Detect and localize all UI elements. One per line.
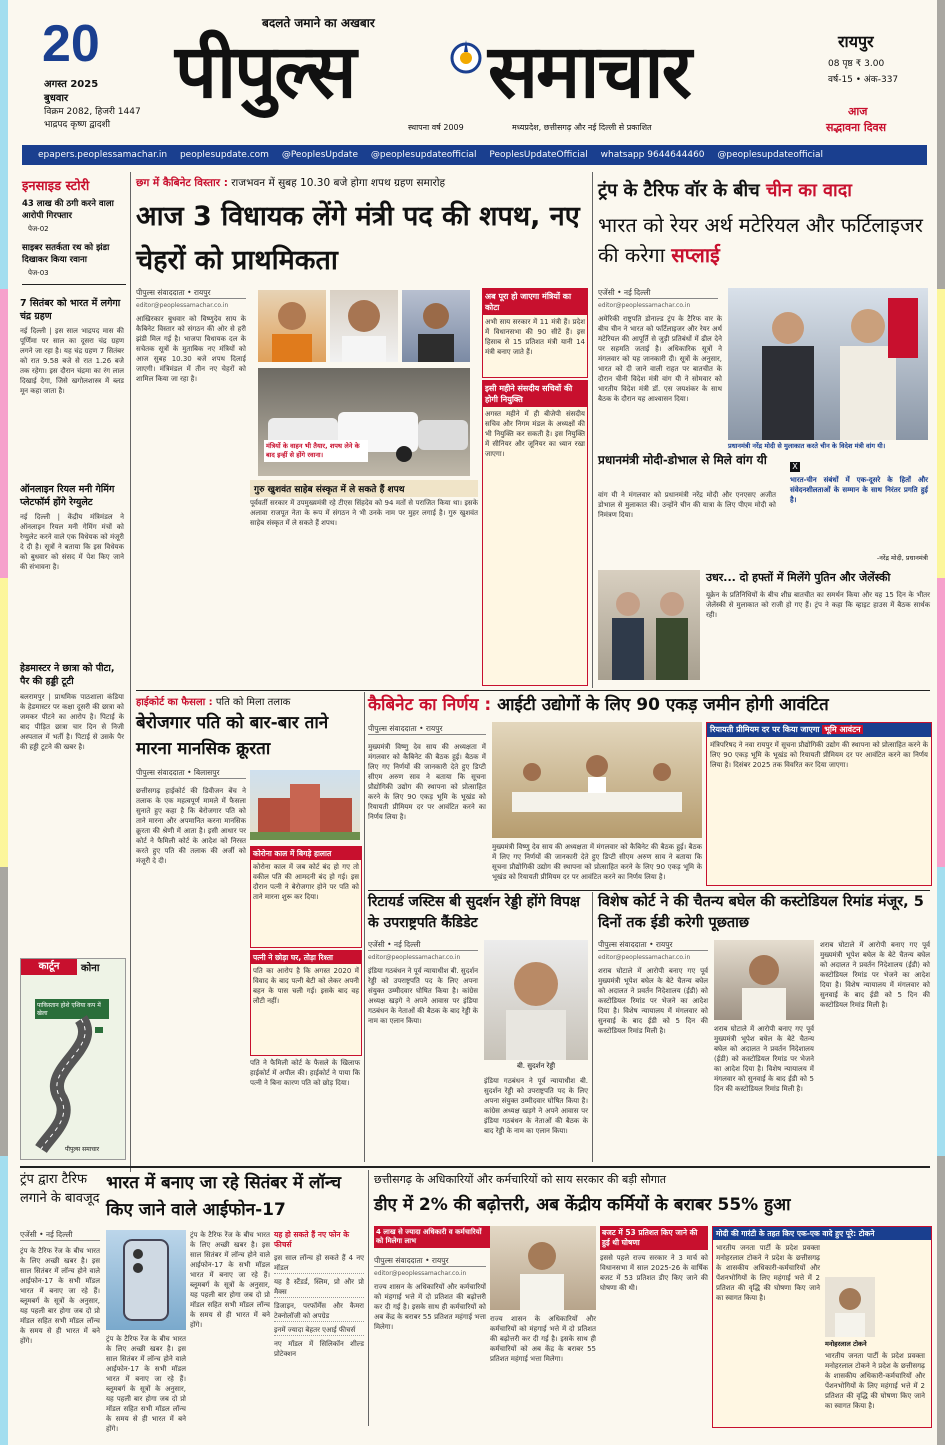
inside-page-2: पेज-03: [28, 269, 49, 277]
tokne-body: भारतीय जनता पार्टी के प्रदेश प्रवक्ता मनोहरलाल टोकने ने प्रदेश के छत्तीसगढ़ के शासकीय अधिकारी-कर्मचारियों और पेंशनभोगियों के लिए महंगाई भत्ते में 2 प्रतिशत की वृद्धि की घोषणा किए जाने का स्वागत किया है।: [716, 1244, 820, 1302]
inside-item-1: 43 लाख की ठगी करने वाला आरोपी गिरफ्तार: [22, 199, 114, 221]
tokne-box: [712, 1226, 932, 1428]
cartoon-subtitle: कोना: [81, 963, 100, 974]
cartoon-box: [20, 958, 126, 1160]
wife-body: पति का आरोप है कि अगस्त 2020 में विवाद के बाद पत्नी बेटी को लेकर अपनी बहन के पास चली गई। इसके बाद वह लौटी नहीं।: [253, 967, 359, 1005]
cartoon-road-icon: [21, 1019, 125, 1149]
iphone-features-title: यह हो सकते हैं नए फोन के फीचर्स: [274, 1230, 349, 1249]
judge-body-2: इंडिया गठबंधन ने पूर्व न्यायाधीश बी. सुदर्शन रेड्डी को उपराष्ट्रपति पद के लिए अपना संयुक्त उम्मीदवार घोषित किया है। कांग्रेस अध्यक्ष खड़गे ने अपने आवास पर इंडिया गठबंधन के नेताओं की बैठक के बाद रेड्डी के नाम का एलान किया।: [484, 1077, 588, 1135]
iphone-byline: एजेंसी • नई दिल्ली: [20, 1230, 100, 1241]
putin-headline: उधर... दो हफ्तों में मिलेंगे पुतिन और जेलेंस्की: [706, 571, 891, 584]
date-month: अगस्त 2025: [44, 79, 99, 90]
budget-title: बजट में 53 प्रतिशत किए जाने की हुई थी घोषणा: [600, 1226, 708, 1250]
judge-byline: एजेंसी • नई दिल्ली: [368, 940, 478, 951]
iphone-photo: [106, 1230, 186, 1330]
trump-headline: [598, 178, 928, 204]
land-byline: पीपुल्स संवाददाता • रायपुर: [368, 724, 486, 735]
calendar-info: विक्रम 2082, हिजरी 1447: [44, 107, 141, 117]
land-box: [706, 722, 932, 886]
cabinet-strip: गुरु खुशवंत साहेब संस्कृत में ले सकते हैं शपथ: [250, 480, 478, 497]
tokne-photo: [825, 1277, 875, 1337]
da-email: editor@peoplessamachar.co.in: [374, 1270, 467, 1277]
inside-page-1: पेज-02: [28, 225, 49, 233]
modi-headline: प्रधानमंत्री मोदी-डोभाल से मिले वांग यी: [598, 453, 767, 467]
masthead: [0, 0, 945, 142]
city: रायपुर: [838, 32, 874, 51]
hc-body: छत्तीसगढ़ हाईकोर्ट की डिवीजन बेंच ने तलाक के एक महत्वपूर्ण मामले में फैसला सुनाते हुए कहा है कि बेरोजगार पति को ताने मारना और अपमानित करना मानसिक क्रूरता की श्रेणी में आता है। इसी आधार पर कोर्ट ने फैमिली कोर्ट के आदेश को निरस्त करते हुए पति की तलाक की अर्जी को मंजूरी दे दी।: [136, 787, 246, 865]
iphone-features: [274, 1230, 364, 1426]
ed-headline: विशेष कोर्ट ने की चैतन्य बघेल की कस्टोडियल रिमांड मंजूर, 5 दिनों तक ईडी करेगी पूछताछ: [598, 894, 924, 931]
da-red-tag: 4 लाख से ज्यादा अधिकारी व कर्मचारियों को मिलेगा लाभ: [374, 1226, 490, 1248]
feature-item: इस साल लॉन्च हो सकते हैं 4 नए मॉडल: [274, 1254, 364, 1272]
cartoon-caption: पीपुल्स समाचार: [65, 1146, 100, 1153]
trump-headline-a: ट्रंप के टैरिफ वॉर के बीच: [598, 180, 760, 201]
cartoon-title: कार्टून: [21, 959, 77, 975]
social-x[interactable]: @PeoplesUpdate: [281, 150, 358, 160]
newspaper-title-right: समाचार: [488, 29, 690, 115]
cm-photo: [490, 1226, 596, 1310]
covid-body: कोरोना काल में जब कोर्ट बंद हो गए तो वकील पति की आमदनी बंद हो गई। इस दौरान पत्नी ने बेरोजगार होने पर पति को ताने मारना शुरू कर दिया।: [253, 863, 359, 901]
cabinet-email: editor@peoplessamachar.co.in: [136, 302, 229, 309]
hc-court-photo: [250, 770, 360, 840]
cabinet-meeting-photo: [492, 722, 702, 838]
covid-box: [250, 846, 362, 948]
cars-caption: मंत्रियों के वाहन भी तैयार, शपथ लेने के बाद इन्हीं से होंगे रवाना।: [264, 440, 368, 462]
judge-headline: रिटायर्ड जस्टिस बी सुदर्शन रेड्डी होंगे विपक्ष के उपराष्ट्रपति कैंडिडेट: [368, 894, 580, 931]
land-kicker: कैबिनेट का निर्णय :: [368, 695, 492, 715]
putin-image: [598, 570, 700, 680]
minister-photo-2: [330, 290, 398, 362]
cartoon-sign: पाकिस्तान होशे एशिया कप में खेला: [35, 999, 109, 1019]
da-body: राज्य शासन के अधिकारियों और कर्मचारियों को मंहगाई भत्ते में दो प्रतिशत की बढ़ोत्तरी कर दी गई है। इसके साथ ही कर्मचारियों को अब केंद्र के बराबर 55 प्रतिशत महंगाई भत्ता मिलेगा।: [374, 1283, 486, 1331]
tithi: भाद्रपद कृष्ण द्वादशी: [44, 120, 111, 130]
trump-email: editor@peoplessamachar.co.in: [598, 302, 691, 309]
ed-email: editor@peoplessamachar.co.in: [598, 954, 691, 961]
feature-item: डिजाइन, परफॉर्मेंस और कैमरा टेक्नोलॉजी को अपग्रेड: [274, 1302, 364, 1320]
quota-body: अभी साय सरकार में 11 मंत्री हैं। प्रदेश में विधानसभा की 90 सीटें हैं। इस हिसाब से 15 प्रतिशत मंत्री यानी 14 मंत्री बनाए जाते हैं।: [485, 318, 585, 356]
hc-kicker-red: हाईकोर्ट का फैसला :: [136, 697, 213, 708]
secretary-title: इसी महीने संसदीय सचिवों की होगी नियुक्ति: [483, 381, 587, 407]
ed-body: शराब घोटाले में आरोपी बनाए गए पूर्व मुख्यमंत्री भूपेश बघेल के बेटे चैतन्य बघेल को अदालत ने प्रवर्तन निदेशालय (ईडी) को कस्टोडियल रिमांड पर भेजने का आदेश दिया है। विशेष न्यायालय में मंगलवार को सुनवाई के बाद ईडी को 5 दिन की कस्टोडियल रिमांड मिली है।: [598, 967, 708, 1035]
cars-photo: [258, 368, 470, 476]
iphone-body-3: ट्रंप के टैरिफ रेंज के बीच भारत के लिए अच्छी खबर है। इस साल सितंबर में लॉन्च होने वाले आईफोन-17 के सभी मॉडल भारत में बनाए जा रहे हैं। ब्लूमबर्ग के सूत्रों के अनुसार, यह पहली बार होगा जब दो प्रो मॉडल सहित सभी मॉडल लॉन्च के समय से ही भारत में बने होंगे।: [190, 1231, 270, 1329]
social-youtube[interactable]: @peoplesupdateofficial: [717, 150, 823, 160]
modi-wangyi-photo: [728, 288, 928, 440]
hc-kicker-rest: पति को मिला तलाक: [215, 697, 291, 708]
founded: स्थापना वर्ष 2009: [408, 123, 464, 132]
hc-byline: पीपुल्स संवाददाता • बिलासपुर: [136, 768, 246, 779]
ed-body-2: शराब घोटाले में आरोपी बनाए गए पूर्व मुख्यमंत्री भूपेश बघेल के बेटे चैतन्य बघेल को अदालत ने प्रवर्तन निदेशालय (ईडी) को कस्टोडियल रिमांड पर भेजने का आदेश दिया है। विशेष न्यायालय में मंगलवार को सुनवाई के बाद ईडी को 5 दिन की कस्टोडियल रिमांड मिली है।: [714, 1025, 814, 1093]
pages-price: 08 पृष्ठ ₹ 3.00: [828, 59, 885, 69]
eclipse-body: नई दिल्ली | इस साल भाद्रपद मास की पूर्णिमा पर साल का दूसरा चंद्र ग्रहण लगने जा रहा है। यह चंद्र ग्रहण 7 सितंबर को रात 9.58 बजे से रात 1.26 बजे तक रहेगा। इस दौरान चंद्रमा का रंग लाल दिखाई देगा, जिसे खगोलशास्त्र में ब्लड मून कहा जाता है।: [20, 327, 124, 395]
wife-box: [250, 950, 362, 1056]
published: मध्यप्रदेश, छत्तीसगढ़ और नई दिल्ली से प्रकाशित: [512, 123, 652, 132]
social-epaper[interactable]: epapers.peoplessamachar.in: [38, 150, 168, 160]
trump-headline-b: चीन का वादा: [765, 180, 852, 201]
iphone-headline: भारत में बनाए जा रहे सितंबर में लॉन्च किए जाने वाले आईफोन-17: [106, 1173, 342, 1220]
minister-photo-3: [402, 290, 470, 362]
cabinet-headline: आज 3 विधायक लेंगे मंत्री पद की शपथ, नए चेहरों को प्राथमिकता: [136, 201, 580, 276]
modi-quote: [790, 454, 928, 564]
trump-byline: एजेंसी • नई दिल्ली: [598, 288, 718, 299]
da-byline: पीपुल्स संवाददाता • रायपुर: [374, 1256, 486, 1267]
quota-box: [482, 288, 588, 378]
cabinet-body-1: आखिरकार बुधवार को विष्णुदेव साय के कैबिनेट विस्तार को संगठन की ओर से हरी झंडी मिल गई है। भाजपा विधायक दल के सचेतक सूत्रों के मुताबिक नए मंत्रियों को आज सुबह 10.30 बजे शपथ दिलाई जाएगी। मंत्रिमंडल में तीन नए चेहरों को शामिल किया जा रहा है।: [136, 315, 246, 383]
tokne-caption: मनोहरलाल टोकने: [825, 1340, 867, 1348]
budget-box: [600, 1226, 708, 1426]
ed-body-3: शराब घोटाले में आरोपी बनाए गए पूर्व मुख्यमंत्री भूपेश बघेल के बेटे चैतन्य बघेल को अदालत ने प्रवर्तन निदेशालय (ईडी) को कस्टोडियल रिमांड पर भेजने का आदेश दिया है। विशेष न्यायालय में मंगलवार को सुनवाई के बाद ईडी को 5 दिन की कस्टोडियल रिमांड मिली है।: [820, 941, 930, 1009]
judge-caption: बी. सुदर्शन रेड्डी: [516, 1062, 556, 1070]
gaming-body: नई दिल्ली | केंद्रीय मंत्रिमंडल ने ऑनलाइन रियल मनी गेमिंग मंचों को रेग्युलेट करने वाले एक विधेयक को मंजूरी दे दी है। सूत्रों ने बताया कि इस विधेयक को बुधवार को संसद में पेश किए जाने की संभावना है।: [20, 513, 124, 571]
inside-item-2: साइबर सतर्कता रथ को झंडा दिखाकर किया रवाना: [22, 243, 110, 265]
today-value: सद्भावना दिवस: [826, 121, 887, 134]
headmaster-body: बलरामपुर | प्राथमिक पाठशाला कंडिया के हेडमास्टर पर कक्षा दूसरी की छात्रा को जमकर पीटने का आरोप है। पिटाई के बाद पीड़ित छात्रा चार दिन से निजी अस्पताल में भर्ती है। पिटाई से उसके पैर की हड्डी टूटने की खबर है।: [20, 693, 124, 751]
secretary-box: [482, 380, 588, 686]
social-whatsapp[interactable]: whatsapp 9644644460: [600, 150, 705, 160]
feature-item: इनमें ज्यादा बेहतर एआई फीचर्स: [274, 1325, 364, 1336]
newspaper-title-left: पीपुल्स: [175, 29, 355, 115]
cabinet-body-2: पूर्ववर्ती सरकार में उपमुख्यमंत्री रहे टीएस सिंहदेव को 94 मतों से पराजित किया था। इसके अलावा राजपूत नेता के रूप में संगठन ने भी उनके नाम पर मुहर लगाई है। गुरु खुशवंत साहेब संस्कृत में ले सकते हैं शपथ।: [250, 499, 478, 527]
land-box-body: मंत्रिपरिषद ने नवा रायपुर में सूचना प्रौद्योगिकी उद्योग की स्थापना को प्रोत्साहित करने के लिए 90 एकड़ भूमि के भूखंड को रियायती प्रीमियम दर पर आवंटित करने का निर्णय लिया है। दिसंबर 2025 तक विवरित कर दिया जाएगा।: [710, 741, 928, 769]
da-body-2: राज्य शासन के अधिकारियों और कर्मचारियों को मंहगाई भत्ते में दो प्रतिशत की बढ़ोत्तरी कर दी गई है। इसके साथ ही कर्मचारियों को अब केंद्र के बराबर 55 प्रतिशत महंगाई भत्ता मिलेगा।: [490, 1315, 596, 1363]
secretary-body: अगस्त महीने में ही बीजेपी संसदीय सचिव और निगम मंडल के अध्यक्षों की भी नियुक्ति कर सकती है। इस नियुक्ति में सीनियर और जूनियर का ध्यान रखा जाएगा।: [485, 410, 585, 458]
iphone-body: ट्रंप के टैरिफ रेंज के बीच भारत के लिए अच्छी खबर है। इस साल सितंबर में लॉन्च होने वाले आईफोन-17 के सभी मॉडल भारत में बनाए जा रहे हैं। ब्लूमबर्ग के सूत्रों के अनुसार, यह पहली बार होगा जब दो प्रो मॉडल सहित सभी मॉडल लॉन्च के समय से ही भारत में बने होंगे।: [20, 1247, 100, 1345]
iphone-left-head: ट्रंप द्वारा टैरिफ लगाने के बावजूद: [20, 1172, 100, 1206]
weekday: बुधवार: [44, 93, 69, 104]
land-body-2: मुख्यमंत्री विष्णु देव साय की अध्यक्षता में मंगलवार को कैबिनेट की बैठक हुई। बैठक में लिए गए निर्णयों की जानकारी देते हुए डिप्टी सीएम अरुण साव ने बताया कि सूचना प्रौद्योगिकी उद्योग की स्थापना को प्रोत्साहित करने के लिए 90 एकड़ भूमि के भूखंड को रियायती प्रीमियम दर पर आवंटित करने का निर्णय लिया है।: [492, 843, 702, 881]
da-kicker: छत्तीसगढ़ के अधिकारियों और कर्मचारियों को साय सरकार की बड़ी सौगात: [374, 1173, 667, 1186]
feature-item: नए मॉडल में सिलिकॉन शील्ड प्रोटेक्शन: [274, 1340, 364, 1358]
cabinet-byline: पीपुल्स संवाददाता • रायपुर: [136, 288, 246, 299]
judge-email: editor@peoplessamachar.co.in: [368, 954, 461, 961]
trump-sub-b: सप्लाई: [671, 243, 720, 267]
covid-title: कोरोना काल में बिगड़े हालात: [251, 847, 361, 860]
wife-title: पत्नी ने छोड़ा घर, तोड़ा रिश्ता: [251, 951, 361, 964]
modi-quote-by: -नरेंद्र मोदी, प्रधानमंत्री: [876, 554, 928, 562]
quota-title: अब पूरा हो जाएगा मंत्रियों का कोटा: [483, 289, 587, 315]
land-body: मुख्यमंत्री विष्णु देव साय की अध्यक्षता में मंगलवार को कैबिनेट की बैठक हुई। बैठक में लिए गए निर्णयों की जानकारी देते हुए डिप्टी सीएम अरुण साव ने बताया कि सूचना प्रौद्योगिकी उद्योग की स्थापना को प्रोत्साहित करने के लिए 90 एकड़ भूमि के भूखंड को रियायती प्रीमियम दर पर आवंटित करने का निर्णय लिया है।: [368, 743, 486, 821]
edition-info: वर्ष-15 • अंक-337: [828, 75, 899, 85]
gaming-headline: ऑनलाइन रियल मनी गेमिंग प्लेटफॉर्म होंगे रेग्युलेट: [20, 484, 115, 508]
social-bar: [22, 145, 927, 165]
social-facebook[interactable]: PeoplesUpdateOfficial: [489, 150, 588, 160]
land-box-title-b: भूमि आवंटन: [824, 725, 861, 734]
cabinet-kicker-rest: राजभवन में सुबह 10.30 बजे होगा शपथ ग्रहण समारोह: [231, 177, 446, 189]
ed-byline: पीपुल्स संवाददाता • रायपुर: [598, 940, 708, 951]
headmaster-headline: हेडमास्टर ने छात्रा को पीटा, पैर की हड्डी टूटी: [20, 663, 115, 687]
judge-body: इंडिया गठबंधन ने पूर्व न्यायाधीश बी. सुदर्शन रेड्डी को उपराष्ट्रपति पद के लिए अपना संयुक्त उम्मीदवार घोषित किया है। कांग्रेस अध्यक्ष खड़गे ने अपने आवास पर इंडिया गठबंधन के नेताओं की बैठक के बाद रेड्डी के नाम का एलान किया।: [368, 967, 478, 1025]
color-strip: [0, 0, 8, 1445]
tokne-body-2: भारतीय जनता पार्टी के प्रदेश प्रवक्ता मनोहरलाल टोकने ने प्रदेश के छत्तीसगढ़ के शासकीय अधिकारी-कर्मचारियों और पेंशनभोगियों के लिए महंगाई भत्ते में 2 प्रतिशत की वृद्धि की घोषणा किए जाने का स्वागत किया है।: [825, 1352, 925, 1410]
social-instagram[interactable]: @peoplesupdateofficial: [370, 150, 477, 160]
logo-emblem-icon: [446, 38, 486, 78]
social-website[interactable]: peoplesupdate.com: [179, 150, 269, 160]
land-box-title: [707, 723, 931, 737]
trump-subheadline: [598, 210, 928, 270]
trump-sub-a: भारत को रेयर अर्थ मटेरियल और फर्टिलाइजर की करेगा: [598, 213, 923, 267]
putin-body: यूक्रेन के प्रतिनिधियों के बीच शीघ्र बातचीत का समर्थन किया और यह 15 दिन के भीतर जेलेंस्की से मुलाकात को राजी हो गए हैं। ट्रंप ने कहा कि व्हाइट हाउस में बैठक सार्थक रही।: [706, 591, 930, 619]
modi-quote-text: भारत-चीन संबंधों में एक-दूसरे के हितों और संवेदनशीलताओं के सम्मान के साथ निरंतर प्रगति हुई है।: [790, 476, 928, 504]
hc-kicker: [136, 694, 360, 708]
hc-body-2: पति ने फैमिली कोर्ट के फैसले के खिलाफ हाईकोर्ट में अपील की। हाईकोर्ट ने पाया कि पत्नी ने बिना कारण पति को छोड़ दिया।: [250, 1059, 360, 1087]
inside-story-title: इनसाइड स्टोरी: [22, 179, 90, 194]
tagline: बदलते जमाने का अखबार: [262, 16, 375, 30]
da-headline: डीए में 2% की बढ़ोत्तरी, अब केंद्रीय कर्मियों के बराबर 55% हुआ: [374, 1195, 791, 1215]
land-headline: [368, 694, 930, 716]
iphone-body-2: ट्रंप के टैरिफ रेंज के बीच भारत के लिए अच्छी खबर है। इस साल सितंबर में लॉन्च होने वाले आईफोन-17 के सभी मॉडल भारत में बनाए जा रहे हैं। ब्लूमबर्ग के सूत्रों के अनुसार, यह पहली बार होगा जब दो प्रो मॉडल सहित सभी मॉडल लॉन्च के समय से ही भारत में बने होंगे।: [106, 1335, 186, 1433]
modi-body: वांग यी ने मंगलवार को प्रधानमंत्री नरेंद्र मोदी और एनएसए अजीत डोभाल से मुलाकात की। उन्होंने चीन की यात्रा के लिए पीएम मोदी को निमंत्रण दिया।: [598, 491, 776, 519]
today-label: आज: [848, 105, 868, 118]
cabinet-kicker: [136, 176, 586, 190]
budget-body: इससे पहले राज्य सरकार ने 3 मार्च को विधानसभा में साल 2025-26 के वार्षिक बजट में 53 प्रतिशत डीए किए जाने की घोषणा की थी।: [600, 1254, 708, 1292]
color-strip-right: [937, 0, 945, 1445]
feature-item: यह है स्टैंडर्ड, स्लिम, प्रो और प्रो मैक्स: [274, 1278, 364, 1296]
land-box-title-a: रियायती प्रीमियम दर पर किया जाएगा: [710, 725, 820, 734]
hc-headline: बेरोजगार पति को बार-बार ताने मारना मानसिक क्रूरता: [136, 713, 329, 759]
trump-body: अमेरिकी राष्ट्रपति डोनाल्ड ट्रंप के टैरिफ वार के बीच चीन ने भारत को फर्टिलाइजर और रेयर अर्थ मटेरियल की आपूर्ति से जुड़ी प्रतिबंधों में ढील देने पर सहमति जताई है। अधिकारिक सूत्रों ने मंगलवार को यह जानकारी दी। सूत्रों के अनुसार, भारत को दी जाने वाली राहत पर बातचीत के दौरान चीनी विदेश मंत्री वांग यी ने सोमवार को भारतीय विदेश मंत्री डॉ. एस जयशंकर के साथ बैठक के दौरान यह आश्वासन दिया।: [598, 315, 722, 403]
date-day: 20: [42, 15, 100, 73]
tokne-title: मोदी की गारंटी के तहत किए एक-एक वादे हुए पूरे: टोकने: [713, 1227, 931, 1240]
land-title: आईटी उद्योगों के लिए 90 एकड़ जमीन होगी आवंटित: [497, 695, 829, 715]
ed-photo: [714, 940, 814, 1020]
eclipse-headline: 7 सितंबर को भारत में लगेगा चंद्र ग्रहण: [20, 298, 121, 322]
x-icon: X: [790, 462, 800, 472]
modi-wangyi-caption: प्रधानमंत्री नरेंद्र मोदी से मुलाकात करते चीन के विदेश मंत्री वांग यी।: [728, 442, 886, 450]
judge-photo: [484, 940, 588, 1060]
cabinet-kicker-red: छग में कैबिनेट विस्तार :: [136, 177, 228, 189]
minister-photo-1: [258, 290, 326, 362]
